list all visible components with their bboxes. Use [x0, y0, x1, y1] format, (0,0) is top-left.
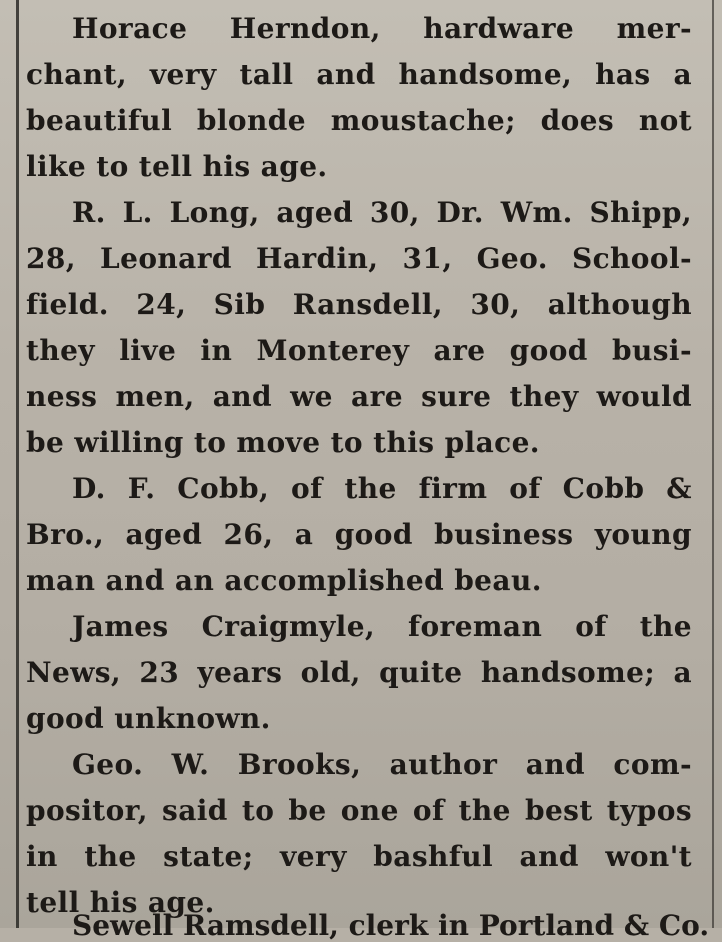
- cut-off-text: Sewell Ramsdell, clerk in Portland & Co.: [72, 909, 710, 942]
- text-line: man and an accomplished beau.: [26, 564, 542, 597]
- text-line: in the state; very bashful and won't: [26, 840, 692, 873]
- text-line: 28, Leonard Hardin, 31, Geo. School-: [26, 242, 692, 275]
- text-line: like to tell his age.: [26, 150, 328, 183]
- text-line: Horace Herndon, hardware mer-: [72, 12, 692, 45]
- text-line: be willing to move to this place.: [26, 426, 540, 459]
- text-line: chant, very tall and handsome, has a: [26, 58, 692, 91]
- paragraph-herndon: [26, 6, 692, 190]
- text-line: they live in Monterey are good busi-: [26, 334, 692, 367]
- paragraph-long: [26, 190, 692, 466]
- text-line: beautiful blonde moustache; does not: [26, 104, 692, 137]
- text-line: R. L. Long, aged 30, Dr. Wm. Shipp,: [72, 196, 692, 229]
- column-rule-left: [16, 0, 19, 928]
- paragraph-brooks: [26, 742, 692, 926]
- column-rule-right: [712, 0, 714, 928]
- text-line: News, 23 years old, quite handsome; a: [26, 656, 692, 689]
- paragraph-craigmyle: [26, 604, 692, 742]
- text-line: Geo. W. Brooks, author and com-: [72, 748, 692, 781]
- text-line: ness men, and we are sure they would: [26, 380, 692, 413]
- paragraph-cobb: [26, 466, 692, 604]
- text-line: tell his age.: [26, 886, 215, 919]
- cut-off-line: [26, 909, 710, 942]
- text-line: good unknown.: [26, 702, 271, 735]
- text-line: positor, said to be one of the best typos: [26, 794, 692, 827]
- text-line: James Craigmyle, foreman of the: [72, 610, 692, 643]
- text-line: D. F. Cobb, of the firm of Cobb &: [72, 472, 692, 505]
- article-column: [26, 6, 692, 926]
- text-line: Bro., aged 26, a good business young: [26, 518, 692, 551]
- text-line: field. 24, Sib Ransdell, 30, although: [26, 288, 692, 321]
